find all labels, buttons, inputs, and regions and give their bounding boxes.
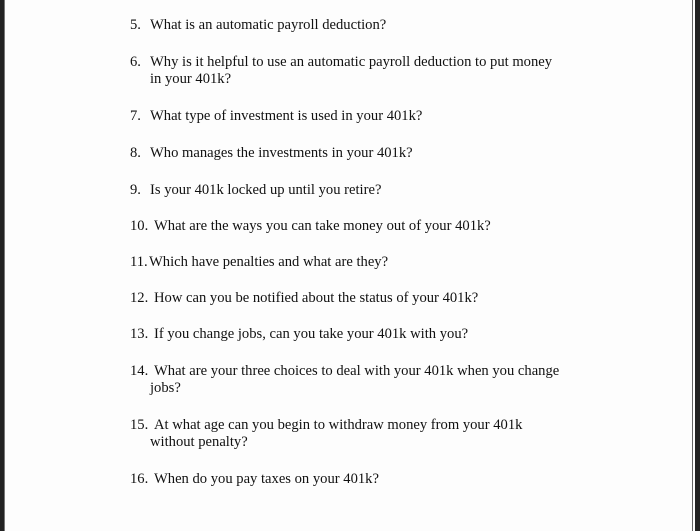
question-number: 13.	[130, 326, 149, 342]
question-text: Why is it helpful to use an automatic payroll deduction to put money	[150, 54, 553, 70]
question-number: 7.	[130, 108, 141, 124]
question-number: 5.	[130, 17, 141, 33]
question-number: 15.	[130, 417, 149, 433]
question-number: 9.	[130, 182, 141, 198]
question-number: 16.	[130, 471, 149, 487]
question-text-continued: jobs?	[150, 380, 181, 396]
question-number: 10.	[130, 218, 149, 234]
question-text: At what age can you begin to withdraw money from your 401k	[154, 417, 523, 433]
question-text: What is an automatic payroll deduction?	[150, 17, 387, 33]
question-text-continued: without penalty?	[150, 434, 248, 450]
right-page-edge	[692, 0, 693, 531]
question-text: What are your three choices to deal with your 401k when you change	[154, 363, 560, 379]
question-number: 8.	[130, 145, 141, 161]
question-number: 11.	[130, 254, 148, 270]
question-number: 12.	[130, 290, 149, 306]
left-page-edge	[4, 0, 5, 531]
question-text: When do you pay taxes on your 401k?	[154, 471, 379, 487]
question-text: What are the ways you can take money out of your 401k?	[154, 218, 491, 234]
question-number: 6.	[130, 54, 141, 70]
question-text-continued: in your 401k?	[150, 71, 232, 87]
question-text: If you change jobs, can you take your 401k with you?	[154, 326, 469, 342]
question-text: Which have penalties and what are they?	[149, 254, 389, 270]
question-text: Is your 401k locked up until you retire?	[150, 182, 382, 198]
question-text: Who manages the investments in your 401k?	[150, 145, 413, 161]
question-text: What type of investment is used in your 401k?	[150, 108, 423, 124]
right-dark-border	[695, 0, 700, 531]
question-number: 14.	[130, 363, 149, 379]
question-text: How can you be notified about the status of your 401k?	[154, 290, 479, 306]
